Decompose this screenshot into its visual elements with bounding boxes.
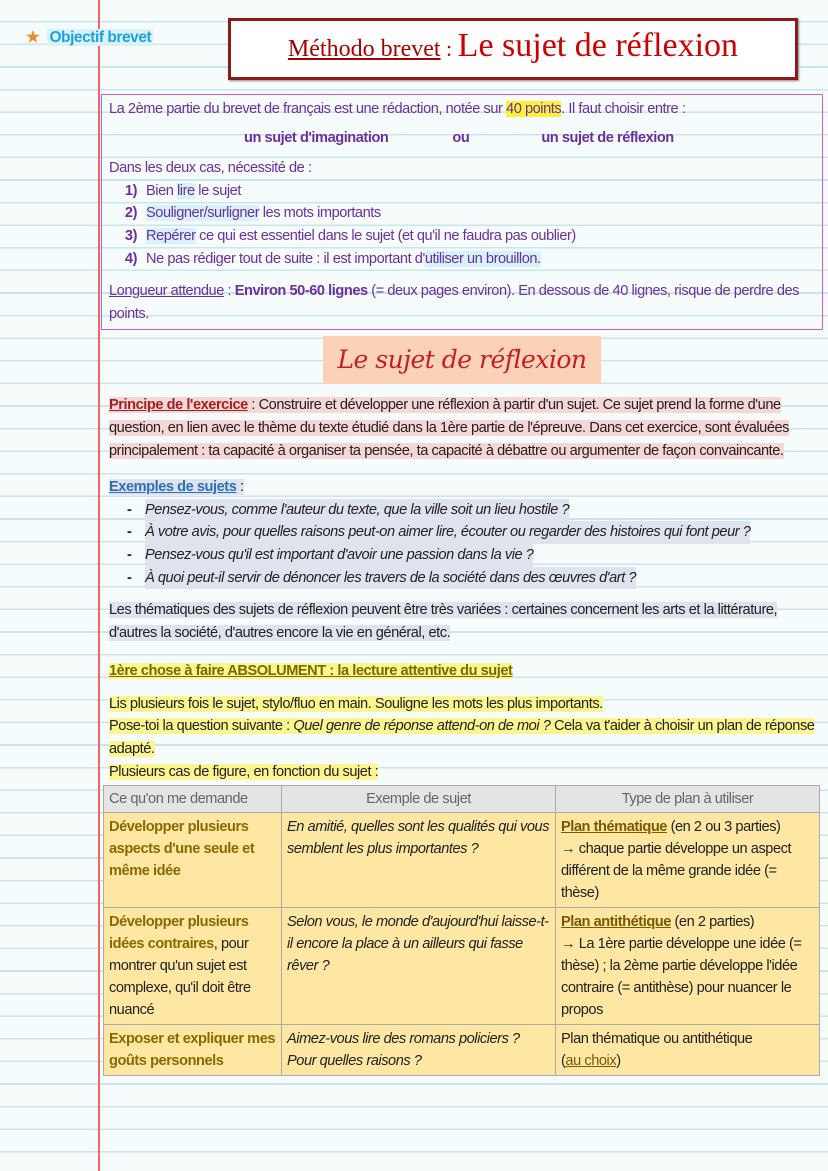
example-item: - Pensez-vous, comme l'auteur du texte, que la ville soit un lieu hostile ? [109,499,823,522]
lecture-section [101,660,823,783]
plan-table [103,785,820,1076]
intro-line: La 2ème partie du brevet de français est une rédaction, notée sur 40 points. Il faut choisir entre : [109,101,686,117]
step-item: 1) Bien lire le sujet [124,182,241,199]
step-item: 3) Repérer ce qui est essentiel dans le sujet (et qu'il ne faudra pas oublier) [124,227,576,244]
choice-or: ou [452,129,470,146]
principe-section [101,394,823,462]
example-item: - À votre avis, pour quelles raisons peut-on aimer lire, écouter ou regarder des histoires qui font peur ? [109,521,823,544]
choice-2: un sujet de réflexion [541,129,674,146]
lecture-line: Pose-toi la question suivante : Quel genre de réponse attend-on de moi ? Cela va t'aider à choisir un plan de réponse adapté. [109,718,815,758]
steps-list [109,180,816,270]
lecture-line: Lis plusieurs fois le sujet, stylo/fluo en main. Souligne les mots les plus importants. [109,695,603,712]
lecture-line: Plusieurs cas de figure, en fonction du sujet : [109,763,379,780]
section-title-wrap [101,336,823,384]
choices-row [109,127,816,150]
section-title: Le sujet de réflexion [323,336,600,384]
exemples-heading: Exemples de sujets : [109,479,244,496]
page-title: Méthodo brevet : Le sujet de réflexion [228,18,798,80]
length-line: Longueur attendue : Environ 50-60 lignes (= deux pages environ). En dessous de 40 lignes, risque de perdre des points. [109,283,799,322]
exemples-section [101,476,823,644]
table-row: Développer plusieurs idées contraires, pour montrer qu'un sujet est complexe, qu'il doit être nuancé Selon vous, le monde d'aujourd'hui laisse-t-il encore la place à un ailleurs qui fasse rêver ? Plan antithétique (en 2 parties) → La 1ère partie développe une idée (= thèse) ; la 2ème partie développe l'idée contraire (= antithèse) pour nuancer le propos [104,908,820,1025]
lecture-heading: 1ère chose à faire ABSOLUMENT : la lecture attentive du sujet [109,663,513,680]
star-icon: ★ [26,29,40,46]
example-item: - Pensez-vous qu'il est important d'avoir une passion dans la vie ? [109,544,823,567]
example-item: - À quoi peut-il servir de dénoncer les travers de la société dans des œuvres d'art ? [109,567,823,590]
thematiques-paragraph: Les thématiques des sujets de réflexion peuvent être très variées : certaines concernent les arts et la littérature, d'autres la société, d'autres encore la vie en général, etc. [109,602,778,641]
objectif-brevet-badge: ★ Objectif brevet [26,29,152,46]
intro-box [101,94,823,330]
step-item: 4) Ne pas rédiger tout de suite : il est important d'utiliser un brouillon. [124,250,541,267]
table-row: Exposer et expliquer mes goûts personnels Aimez-vous lire des romans policiers ? Pour quelles raisons ? Plan thématique ou antithétique (au choix) [104,1025,820,1076]
cases-label: Dans les deux cas, nécessité de : [109,160,312,177]
principe-paragraph: Principe de l'exercice : Construire et développer une réflexion à partir d'un sujet. Ce sujet prend la forme d'une question, en lien avec le thème du texte étudié dans la 1ère partie de l'épreuve. Dans cet exercice, sont évaluées principalement : ta capacité à organiser ta pensée, ta capacité à débattre ou argumenter de façon convaincante. [109,397,790,459]
step-item: 2) Souligner/surligner les mots importants [124,205,381,222]
page-content [101,94,823,1076]
choice-1: un sujet d'imagination [244,129,389,146]
notebook-margin-line [98,0,100,1171]
table-header-row: Ce qu'on me demande Exemple de sujet Type de plan à utiliser [104,786,820,813]
table-row: Développer plusieurs aspects d'une seule et même idée En amitié, quelles sont les qualités qui vous semblent les plus importantes ? Plan thématique (en 2 ou 3 parties) → chaque partie développe un aspect différent de la même grande idée (= thèse) [104,813,820,908]
